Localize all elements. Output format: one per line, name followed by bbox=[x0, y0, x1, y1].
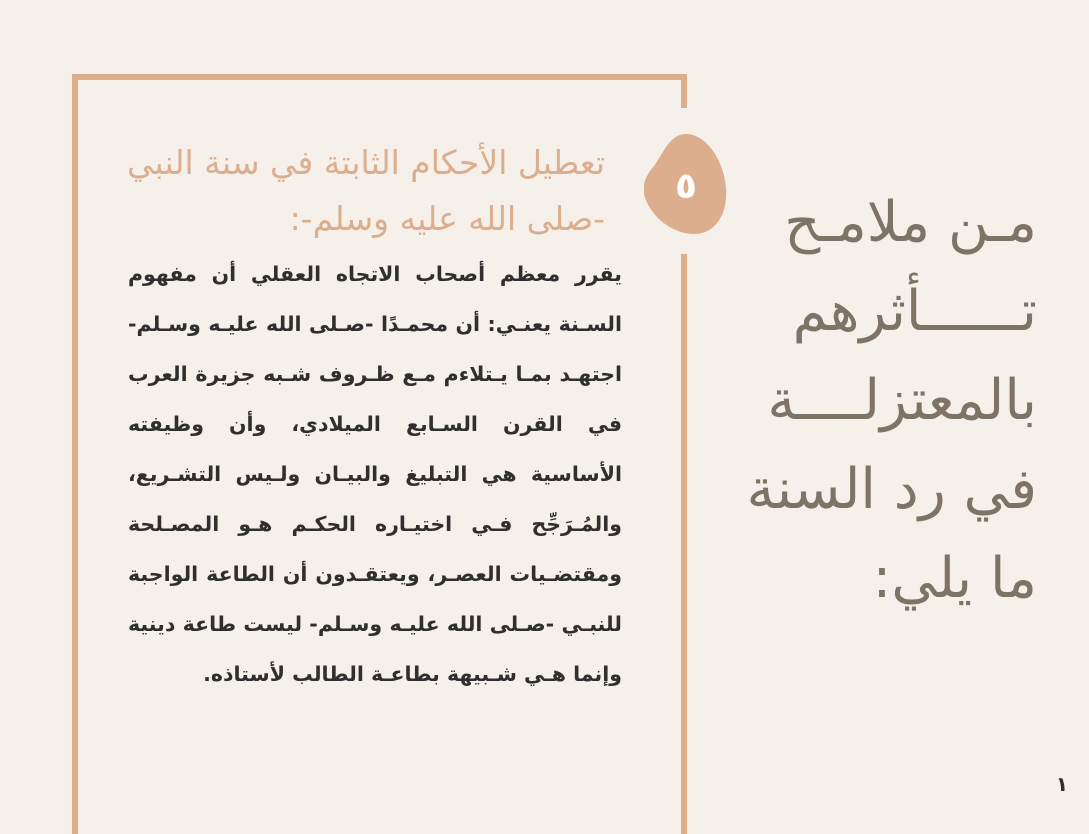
card-body-text: يقرر معظم أصحاب الاتجاه العقلي أن مفهوم السـنة يعنـي: أن محمـدًا -صـلى الله عليـه وسـلم- اجتهـد بمـا يـتلاءم مـع ظـروف شـبه جزيرة العرب في القرن السـابع الميلادي، وأن وظيفته الأساسية هي التبليغ والبيـان ولـيس التشـريع، والمُـرَجِّح فـي اختيـاره الحكـم هـو المصـلحة ومقتضـيات العصـر، ويعتقـدون أن الطاعة الواجبة للنبـي -صـلى الله عليـه وسـلم- ليست طاعة دينية وإنما هـي شـبيهة بطاعـة الطالب لأستاذه. bbox=[128, 262, 622, 686]
number-badge bbox=[644, 132, 728, 236]
side-heading: مـن ملامـح تــــــأثرهم بالمعتزلــــة في رد السنة ما يلي: bbox=[746, 190, 1037, 611]
badge-number: ٥ bbox=[675, 166, 697, 207]
card-title: تعطيل الأحكام الثابتة في سنة النبي -صلى الله عليه وسلم-: bbox=[127, 143, 605, 238]
page-number: ١ bbox=[1055, 772, 1069, 796]
